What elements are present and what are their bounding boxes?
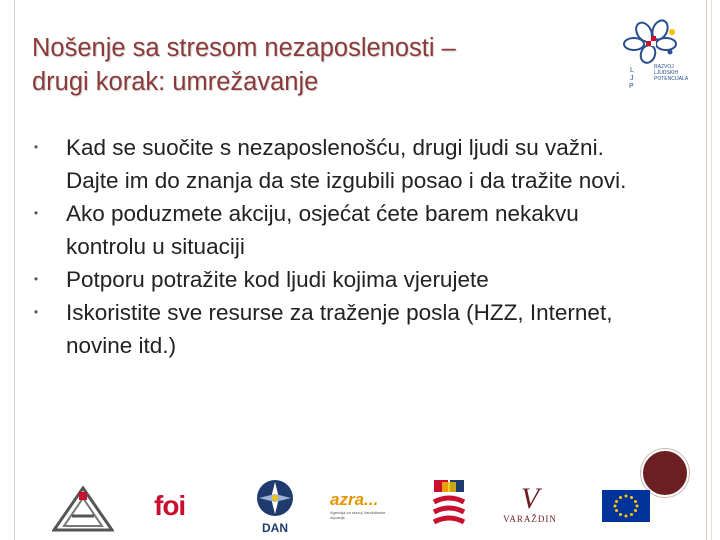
bullet-text: Potporu potražite kod ljudi kojima vjerujete — [66, 267, 489, 292]
bullet-item — [30, 197, 650, 263]
flower-logo — [622, 18, 690, 88]
slide-title — [32, 31, 612, 99]
bullet-list — [30, 131, 650, 362]
azra-logo-subtext: Agencija za razvoj Varaždinske županije — [330, 510, 386, 520]
right-border-line — [706, 0, 707, 540]
foi-logo — [154, 490, 198, 524]
varazdin-logo-text: VARAŽDIN — [503, 514, 557, 524]
azra-logo — [330, 490, 394, 530]
azra-logo-text: azra... — [330, 490, 379, 509]
bullet-marker: • — [33, 305, 39, 319]
varazdin-v-mark: V — [520, 482, 540, 515]
coat-of-arms-icon — [432, 478, 466, 530]
eu-flag-logo — [602, 490, 650, 522]
eu-flag-icon — [602, 490, 650, 522]
bullet-item — [30, 263, 650, 296]
bullet-text: Iskoristite sve resurse za traženje posla (HZZ, Internet, novine itd.) — [66, 300, 613, 358]
slide-title-line1: Nošenje sa stresom nezaposlenosti – — [32, 34, 456, 62]
flower-logo-line2: LJUDSKIH — [654, 70, 679, 76]
svg-text:P: P — [629, 83, 634, 88]
flower-logo-line1: RAZVOJ — [654, 64, 674, 70]
bullet-text: Kad se suočite s nezaposlenošću, drugi ljudi su važni. Dajte im do znanja da ste izgubili posao i da tražite novi. — [66, 135, 627, 193]
flower-logo-line3: POTENCIJALA — [654, 76, 689, 82]
bullet-item — [30, 131, 650, 197]
bullet-item — [30, 296, 650, 362]
bullet-marker: • — [33, 272, 39, 286]
left-border-line — [14, 0, 15, 540]
slide-title-line2: drugi korak: umrežavanje — [32, 68, 319, 96]
varazdin-logo — [496, 484, 564, 528]
bullet-marker: • — [33, 206, 39, 220]
svg-text:L: L — [630, 67, 634, 74]
university-logo-icon — [52, 486, 114, 532]
svg-text:J: J — [630, 75, 634, 82]
bullet-text: Ako poduzmete akciju, osjećat ćete barem nekakvu kontrolu u situaciji — [66, 201, 579, 259]
university-logo — [52, 486, 114, 532]
dan-logo — [252, 478, 298, 534]
right-border-line-outer — [711, 0, 712, 540]
compass-icon — [252, 478, 298, 518]
county-coat-of-arms — [432, 478, 466, 530]
bullet-marker: • — [33, 140, 39, 154]
dan-logo-text: DAN — [262, 521, 288, 535]
foi-logo-text: foi — [154, 490, 186, 521]
